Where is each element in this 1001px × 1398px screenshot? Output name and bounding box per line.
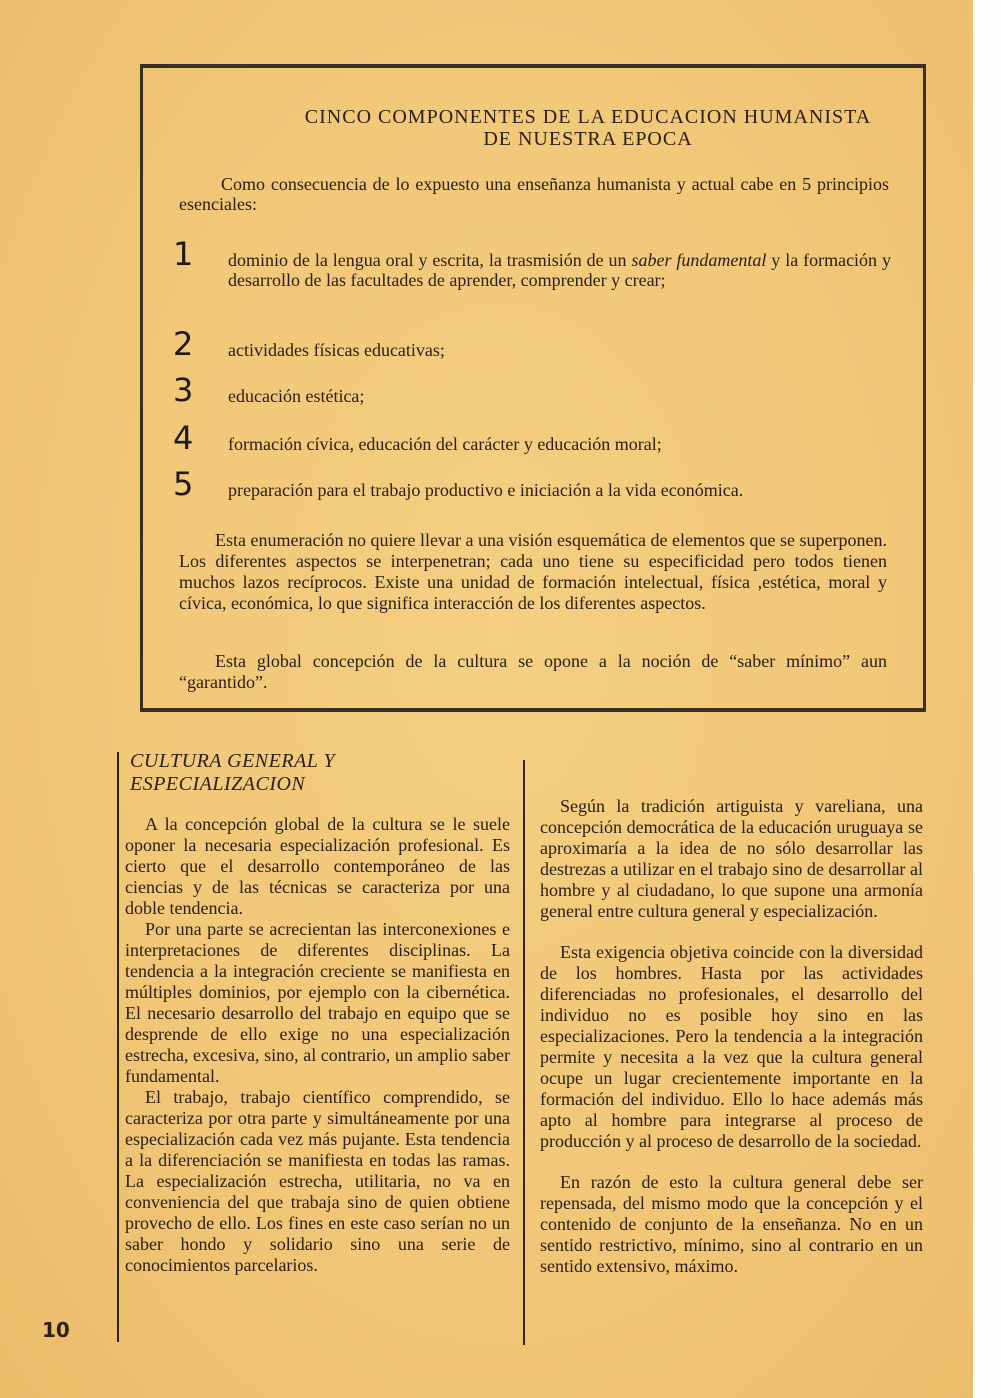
principle-text: formación cívica, educación del carácter y educación moral;	[228, 434, 662, 454]
right-column	[540, 796, 923, 1297]
left-margin-rule	[117, 752, 119, 1342]
principle-number: 2	[173, 325, 194, 363]
principle-text: actividades físicas educativas;	[228, 340, 445, 360]
right-paragraph-2: Esta exigencia objetiva coincide con la diversidad de los hombres. Hasta por las actividades diferenciadas no profesionales, el desarrollo del individuo no es posible hoy sino en las especializaciones. Pero la tendencia a la integración permite y necesita a la vez que la cultura general ocupe un lugar crecientemente importante en la formación del individuo. Ello lo hace además más apto al hombre para integrarse al proceso de producción y al proceso de desarrollo de la sociedad.	[540, 942, 923, 1151]
column-divider	[523, 760, 525, 1345]
principle-text-part: y la formación y desarrollo de las facultades de aprender, comprender y crear;	[228, 250, 891, 290]
left-paragraph-3: El trabajo, trabajo científico comprendido, se caracteriza por otra parte y simultáneamente por una especialización cada vez más pujante. Esta tendencia a la diferenciación se manifiesta en todas las ramas. La especialización estrecha, utilitaria, no va en conveniencia del que trabaja sino de quien obtiene provecho de ello. Los fines en este caso serían no un saber hondo y solidario sino una serie de conocimientos parcelarios.	[125, 1087, 510, 1275]
box-paragraph-2: Esta global concepción de la cultura se opone a la noción de “saber mínimo” aun “garantido”.	[179, 651, 887, 692]
principle-text-italic: saber fundamental	[631, 250, 767, 270]
principle-number: 5	[173, 465, 194, 503]
principle-number: 1	[173, 235, 194, 273]
principle-text	[228, 250, 891, 290]
left-column	[125, 814, 510, 1276]
principles-box	[140, 64, 926, 712]
left-paragraph-2: Por una parte se acrecientan las interconexiones e interpretaciones de diferentes disciplinas. La tendencia a la integración creciente se manifiesta en múltiples dominios, por ejemplo con la cibernética. El necesario desarrollo del trabajo en equipo que se desprende de ello exige no una especialización estrecha, excesiva, sino, al contrario, un amplio saber fundamental.	[125, 919, 510, 1086]
right-paragraph-3: En razón de esto la cultura general debe ser repensada, del mismo modo que la concepción y el contenido de conjunto de la enseñanza. No en un sentido restrictivo, mínimo, sino al contrario en un sentido extensivo, máximo.	[540, 1172, 923, 1276]
box-title-line2: DE NUESTRA EPOCA	[483, 128, 693, 150]
box-paragraph-1: Esta enumeración no quiere llevar a una visión esquemática de elementos que se superponen. Los diferentes aspectos se interpenetran; cada uno tiene su especificidad pero todos tienen muchos lazos recíprocos. Existe una unidad de formación intelectual, física ,estética, moral y cívica, económica, lo que significa interacción de los diferentes aspectos.	[179, 530, 887, 613]
principle-number: 3	[173, 371, 194, 409]
page-number: 10	[42, 1318, 70, 1342]
principle-text: educación estética;	[228, 386, 365, 406]
box-title-line1: CINCO COMPONENTES DE LA EDUCACION HUMANISTA	[304, 106, 872, 128]
section-title-line2: ESPECIALIZACION	[130, 773, 306, 795]
scan-edge	[973, 0, 1001, 1398]
section-title-line1: CULTURA GENERAL Y	[130, 750, 336, 772]
left-paragraph-1: A la concepción global de la cultura se le suele oponer la necesaria especialización profesional. Es cierto que el desarrollo contemporáneo de las ciencias y de las técnicas se caracteriza por una doble tendencia.	[125, 814, 510, 918]
box-intro: Como consecuencia de lo expuesto una enseñanza humanista y actual cabe en 5 principios esenciales:	[179, 174, 889, 214]
principle-text: preparación para el trabajo productivo e iniciación a la vida económica.	[228, 480, 744, 500]
section-title	[130, 750, 500, 796]
principle-text-part: dominio de la lengua oral y escrita, la trasmisión de un	[228, 250, 632, 270]
box-title	[143, 106, 923, 150]
principle-number: 4	[173, 419, 194, 457]
right-paragraph-1: Según la tradición artiguista y vareliana, una concepción democrática de la educación uruguaya se aproximaría a la idea de no sólo desarrollar las destrezas a utilizar en el trabajo sino de desarrollar al hombre y al ciudadano, lo que supone una armonía general entre cultura general y especialización.	[540, 796, 923, 921]
